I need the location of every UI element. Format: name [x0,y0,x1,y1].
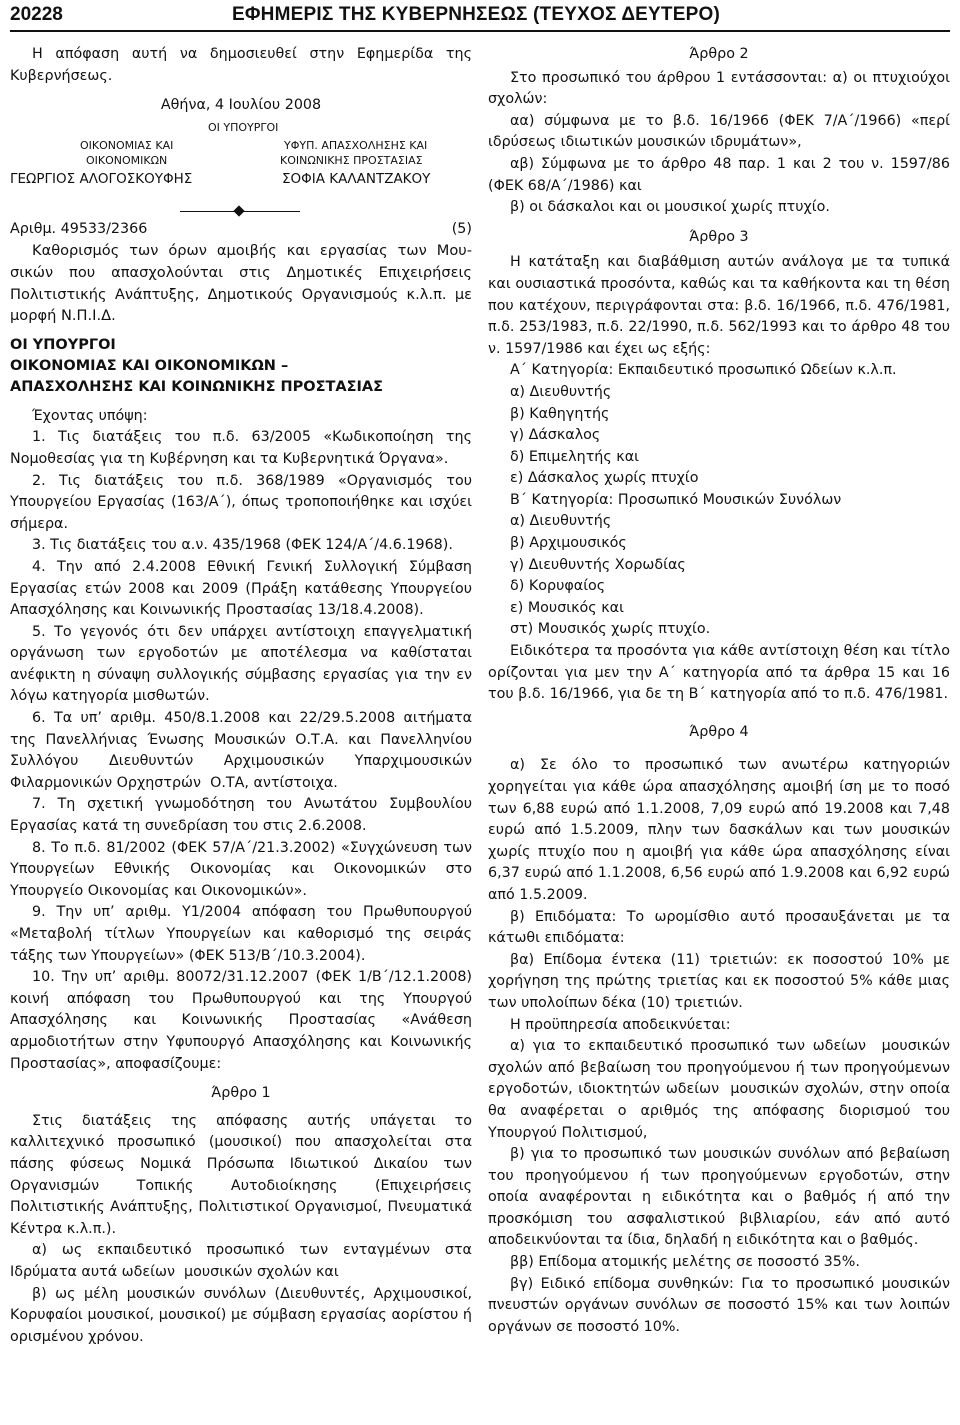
page-number: 20228 [10,4,63,25]
article-4-paragraph: β) για το προσωπικό των μουσικών συνόλων από βεβαίωση του προηγούμενου ή των προηγούμενων εργοδοτών, στην οποία αναφέρονται η ειδικότητα και ο βαθμός ή από την προσκόμιση του ασφαλιστικού βιβλιαρίου, εάν από αυτό αποδεικνύονται τα ίδια, δηλαδή η ειδικότητα και ο βαθμός. [488,1146,950,1249]
article-3-closing: Ειδικότερα τα προσόντα για κάθε αντίστοιχη θέση και τίτλο ορίζονται για μεν την Α΄ κατηγορία από τα άρθρα 15 και 16 του β.δ. 16/1966, για δε τη Β΄ κατηγορία από το π.δ. 476/1981. [488,643,950,703]
article-4-paragraph: βγ) Ειδικό επίδομα συνθηκών: Για το προσωπικό μουσικών πνευστών οργάνων συνόλων σε ποσοστό 15% και των λοιπών οργάνων σε ποσοστό 10%. [488,1275,950,1335]
preamble-item: 3. Τις διατάξεις του α.ν. 435/1968 (ΦΕΚ 124/Α΄/4.6.1968). [32,537,453,554]
right-minister-title-1: ΥΦΥΠ. ΑΠΑΣΧΟΛΗΣΗΣ ΚΑΙ [284,138,428,152]
article-2-paragraph: Στο προσωπικό του άρθρου 1 εντάσσονται: α) οι πτυχιούχοι σχολών: [488,69,950,108]
article-2-paragraph: β) οι δάσκαλοι και οι μουσικοί χωρίς πτυχίο. [510,199,830,216]
left-minister-title-2: ΟΙΚΟΝΟΜΙΚΩΝ [86,153,168,167]
article-3-intro: Η κατάταξη και διαβάθμιση αυτών ανάλογα με τα τυπικά και ουσιαστικά προσόντα, καθώς και τα καθήκοντα και τη θέση που κατέχουν, περιγράφονται στα: β.δ. 16/1966, π.δ. 476/1981, π.δ. 253/1983, π.δ. 22/1990, π.δ. 562/1993 και το άρθρο 48 του ν. 1597/1986 και έχει ως εξής: [488,254,950,357]
preamble-item: 7. Τη σχετική γνωμοδότηση του Ανωτάτου Συμβουλίου Εργασίας κατά τη συνεδρίαση του στις 2.6.2008. [10,796,472,835]
ministers-heading: ΟΙ ΥΠΟΥΡΓΟΙ [10,336,116,353]
article-1-paragraph: Στις διατάξεις της απόφασης αυτής υπάγεται το καλλιτεχνικό προσωπικό (μουσικοί) που απασχολείται στα πάσης φύσεως Νομικά Πρόσωπα Ιδιωτικού Δικαίου των Οργανισμών Τοπικής Αυτοδιοίκησης (Επιχειρήσεις Πολιτιστικής Ανάπτυξης, Πολιτιστικοί Οργανισμοί, Πνευματικά Κέντρα κ.λ.π.). [10,1112,472,1237]
category-a-item: α) Διευθυντής [510,383,612,400]
category-a-item: γ) Δάσκαλος [510,427,601,444]
article-4-title: Άρθρο 4 [689,723,749,740]
publication-note: Η απόφαση αυτή να δημοσιευθεί στην Εφημερίδα της Κυβερνήσεως. [10,46,472,84]
article-3-title: Άρθρο 3 [689,228,749,245]
category-b-item: ε) Μουσικός και [510,599,624,616]
article-4-paragraph: α) για το εκπαιδευτικό προσωπικό των ωδείων μουσικών σχολών από βεβαίωση του προηγούμενου ή των προηγούμενων εργοδοτών, ιδιοκτητών ωδείων μουσικών σχολών, στην οποία θα αναφέρεται ο αριθμός της απόφασης διορισμού του Υπουργού Πολιτισμού, [488,1038,950,1141]
preamble-item: 9. Την υπ’ αριθμ. Υ1/2004 απόφαση του Πρωθυπουργού «Μεταβολή τίτλων Υπουργείων και καθορισμό της σειράς τάξης των Υπουργείων» (ΦΕΚ 513/Β΄/10.3.2004). [10,904,472,964]
header-rule [10,30,950,32]
date-line: Αθήνα, 4 Ιουλίου 2008 [160,97,322,114]
article-4-paragraph: ββ) Επίδομα ατομικής μελέτης σε ποσοστό 35%. [510,1254,860,1271]
decision-number-line [10,219,472,241]
category-a-item: ε) Δάσκαλος χωρίς πτυχίο [510,470,699,487]
article-1-paragraph: β) ως μέλη μουσικών συνόλων (Διευθυντές, Αρχιμουσικοί, Κορυφαίοι μουσικοί, μουσικοί) με σύμβαση εργασίας αορίστου ή ορισμένου χρόνου. [10,1285,472,1345]
category-b-item: γ) Διευθυντής Χορωδίας [510,556,686,573]
left-minister-title-1: ΟΙΚΟΝΟΜΙΑΣ ΚΑΙ [80,138,174,152]
article-2-paragraph: αα) σύμφωνα με το β.δ. 16/1966 (ΦΕΚ 7/Α΄/1966) «περί ιδρύσεως ιδιωτικών μουσικών ιδρυμάτων», [488,112,950,151]
category-a-item: β) Καθηγητής [510,405,610,422]
left-minister-name: ΓΕΩΡΓΙΟΣ ΑΛΟΓΟΣΚΟΥΦΗΣ [10,170,193,187]
decision-number: Αριθμ. 49533/2366 [10,220,148,237]
preamble-item: 4. Την από 2.4.2008 Εθνική Γενική Συλλογική Σύμβαση Εργασίας ετών 2008 και 2009 (Πράξη κατάθεσης Υπουργείου Απασχόλησης και Κοινωνικής Προστασίας 13/18.4.2008). [10,558,472,619]
category-a-title: Α΄ Κατηγορία: Εκπαιδευτικό προσωπικό Ωδείων κ.λ.π. [510,362,897,379]
preamble-item: 2. Τις διατάξεις του π.δ. 368/1989 «Οργανισμός του Υπουργείου Εργασίας (163/Α΄), όπως τροποποιήθηκε και ισχύει σήμερα. [10,472,472,532]
ministers-label: ΟΙ ΥΠΟΥΡΓΟΙ [208,120,279,134]
article-4-paragraph: Η προϋπηρεσία αποδεικνύεται: [510,1016,731,1033]
right-minister-name: ΣΟΦΙΑ ΚΑΛΑΝΤΖΑΚΟΥ [282,170,431,187]
running-title: ΕΦΗΜΕΡΙΣ ΤΗΣ ΚΥΒΕΡΝΗΣΕΩΣ (ΤΕΥΧΟΣ ΔΕΥΤΕΡΟ) [232,4,720,25]
left-column [10,44,472,1348]
signature-block [10,117,472,203]
article-2-paragraph: αβ) Σύμφωνα με το άρθρο 48 παρ. 1 και 2 του ν. 1597/86 (ΦΕΚ 68/Α΄/1986) και [488,155,950,194]
right-minister-title-2: ΚΟΙΝΩΝΙΚΗΣ ΠΡΟΣΤΑΣΙΑΣ [280,153,423,167]
preamble-item: 10. Την υπ’ αριθμ. 80072/31.12.2007 (ΦΕΚ 1/Β΄/12.1.2008) κοινή απόφαση του Πρωθυπουργού και της Υπουργού Απασχόλησης και Κοινωνικής Προστασίας «Ανάθεση αρμοδιοτήτων στην Υφυπουργό Απασχόλησης και Κοινωνικής Προστασίας», αποφασίζουμε: [10,969,472,1072]
category-b-title: Β΄ Κατηγορία: Προσωπικό Μουσικών Συνόλων [510,491,842,508]
article-4-paragraph: βα) Επίδομα έντεκα (11) τριετιών: εκ ποσοστού 10% με χορήγηση της πρώτης τριετίας και εκ ποσοστού 5% κάθε μιας των υπολοίπων δέκα (10) τριετιών. [488,951,950,1011]
category-b-item: β) Αρχιμουσικός [510,535,627,552]
ministries-heading-1: ΟΙΚΟΝΟΜΙΑΣ ΚΑΙ ΟΙΚΟΝΟΜΙΚΩΝ – [10,357,289,374]
article-1-paragraph: α) ως εκπαιδευτικό προσωπικό των ενταγμένων στα Ιδρύματα αυτά ωδείων μουσικών σχολών και [10,1242,472,1280]
page-header [0,0,960,40]
category-b-item: δ) Κορυφαίος [510,578,606,595]
category-a-item: δ) Επιμελητής και [510,448,639,465]
preamble-item: 6. Τα υπ’ αριθμ. 450/8.1.2008 και 22/29.5.2008 αιτήματα της Πανελλήνιας Ένωσης Μουσικών Ο.Τ.Α. και Πανελληνίου Συλλόγου Διευθυντών Αρχιμουσικών Υπαρχιμουσικών Φιλαρμονικών Ορχηστρών Ο.ΤΑ, αντίστοιχα. [10,710,472,791]
having-in-mind: Έχοντας υπόψη: [32,407,148,424]
article-2-title: Άρθρο 2 [689,46,749,62]
diamond-icon [233,205,244,216]
decision-ref: (5) [451,220,472,237]
right-column [488,44,950,1338]
decision-title: Καθορισμός των όρων αμοιβής και εργασίας των Μουσικών που απασχολούνται στις Δημοτικές Επιχειρήσεις Πολιτιστικής Ανάπτυξης, Δημοτικούς Οργανισμούς κ.λ.π. με μορφή Ν.Π.Ι.Δ. [10,242,472,325]
section-divider [10,205,472,219]
category-b-item: α) Διευθυντής [510,513,612,530]
preamble-item: 8. Το π.δ. 81/2002 (ΦΕΚ 57/Α΄/21.3.2002) «Συγχώνευση των Υπουργείων Εθνικής Οικονομίας και Οικονομικών στο Υπουργείο Οικονομίας και Οικονομικών». [10,839,472,899]
preamble-item: 5. Το γεγονός ότι δεν υπάρχει αντίστοιχη επαγγελματική οργάνωση των εργοδοτών με αποτέλεσμα να καθίσταται ανέφικτη η σύναψη συλλογικής σύμβασης εργασίας για την εν λόγω κατηγορία μισθωτών. [10,623,472,705]
category-b-item: στ) Μουσικός χωρίς πτυχίο. [510,621,711,638]
ministries-heading-2: ΑΠΑΣΧΟΛΗΣΗΣ ΚΑΙ ΚΟΙΝΩΝΙΚΗΣ ΠΡΟΣΤΑΣΙΑΣ [10,378,384,395]
preamble-item: 1. Τις διατάξεις του π.δ. 63/2005 «Κωδικοποίηση της Νομοθεσίας για τη Κυβέρνηση και τα Κυβερνητικά Όργανα». [10,429,472,467]
article-4-paragraph: β) Επιδόματα: Το ωρομίσθιο αυτό προσαυξάνεται με τα κάτωθι επιδόματα: [488,908,950,947]
article-1-title: Άρθρο 1 [211,1085,271,1102]
article-4-paragraph: α) Σε όλο το προσωπικό των ανωτέρω κατηγοριών χορηγείται για κάθε ώρα απασχόλησης αμοιβή ίση με το ποσό των 6,88 ευρώ από 1.1.2008, 7,09 ευρώ από 19.2008 και 7,48 ευρώ από 1.5.2009, πλην των δασκάλων και των μουσικών χωρίς πτυχίο που η αμοιβή για κάθε ώρα απασχόλησης είναι 6,37 ευρώ από 1.1.2008, 6,56 ευρώ από 1.9.2008 και 6,92 ευρώ από 1.5.2009. [488,757,950,903]
